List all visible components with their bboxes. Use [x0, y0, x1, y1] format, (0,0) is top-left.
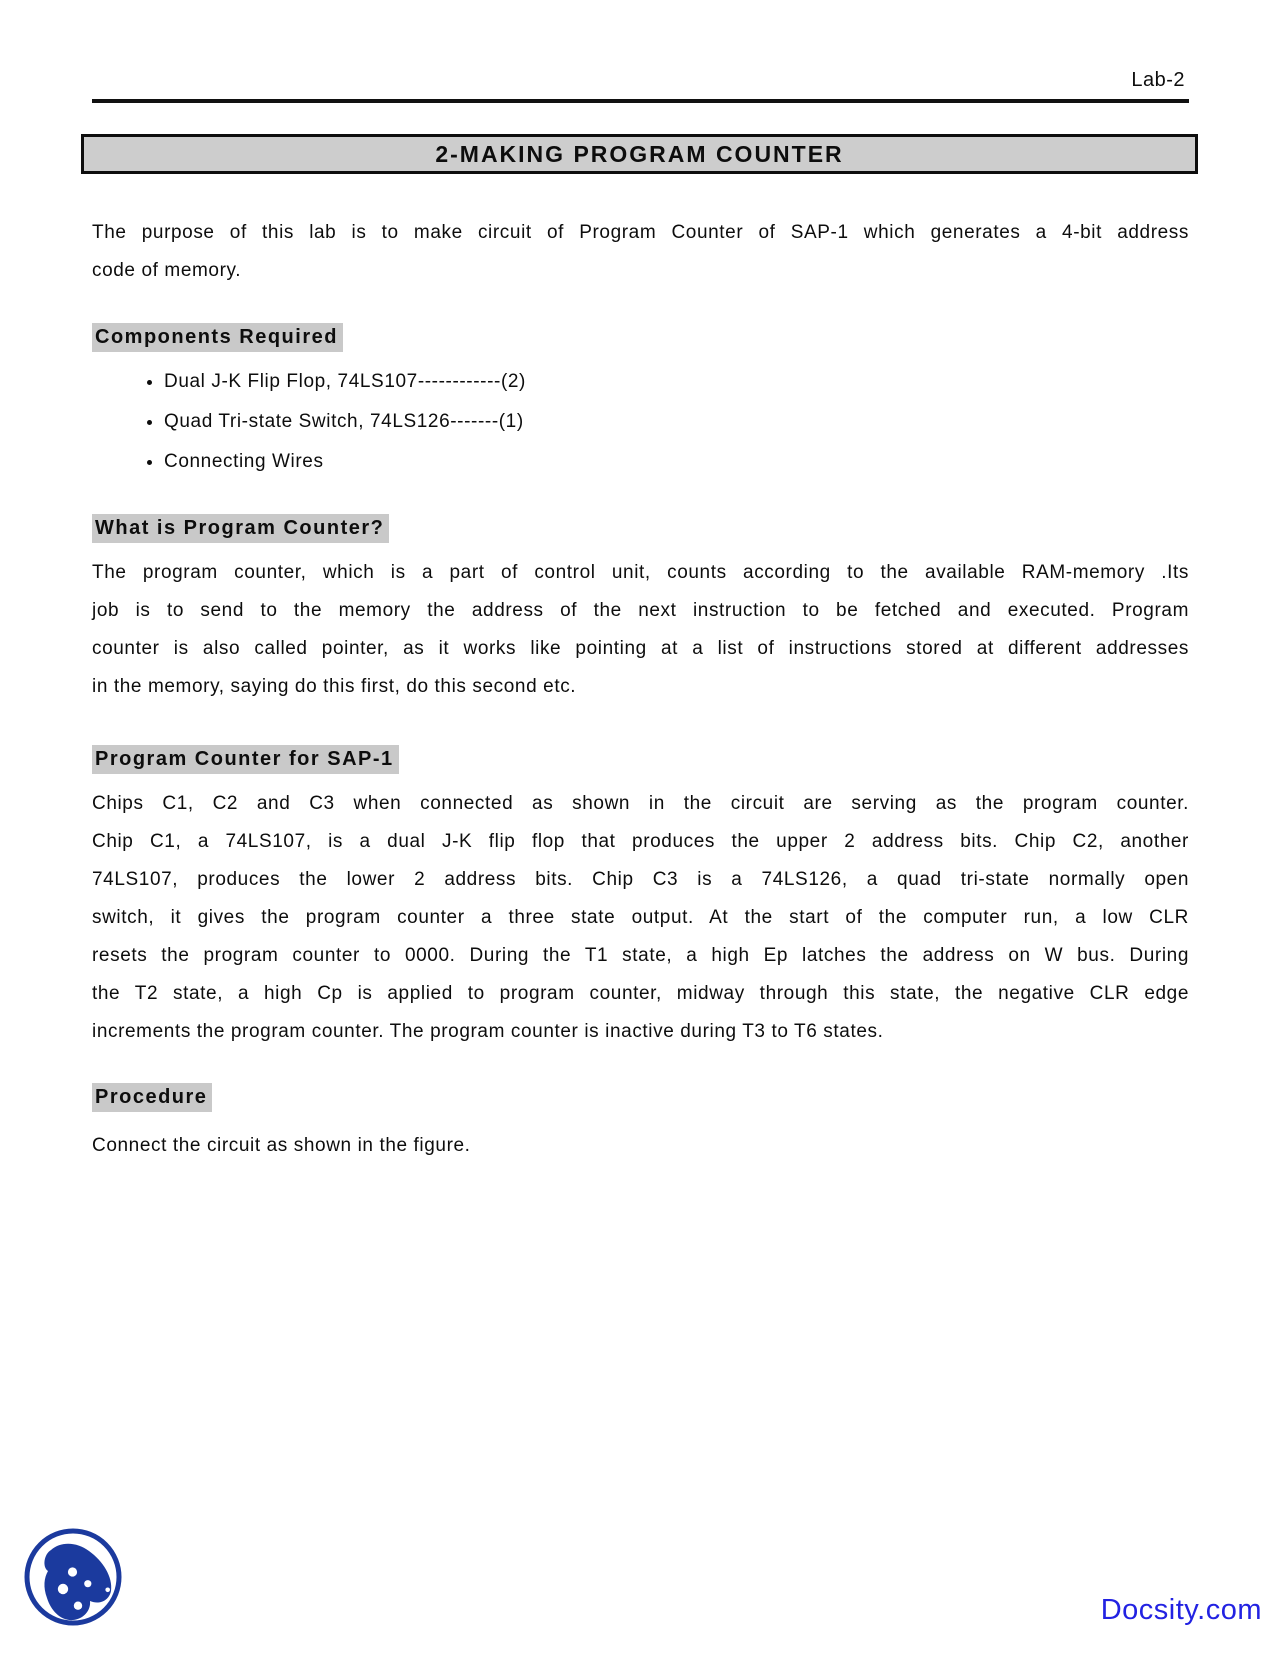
sap1-paragraph — [92, 785, 1189, 1051]
component-item: • Dual J-K Flip Flop, 74LS107------------(2) — [164, 362, 1189, 402]
sap1-line: Chips C1, C2 and C3 when connected as shown in the circuit are serving as the program counter. — [92, 793, 1189, 814]
docsity-logo-icon — [21, 1520, 125, 1632]
procedure-paragraph — [92, 1127, 1189, 1165]
intro-paragraph — [92, 214, 1189, 290]
sap1-line: resets the program counter to 0000. During the T1 state, a high Ep latches the address on W bus. During — [92, 945, 1189, 966]
heading-program-counter-sap1: Program Counter for SAP-1 — [92, 745, 399, 774]
what-is-line: counter is also called pointer, as it works like pointing at a list of instructions stored at different addresses — [92, 638, 1189, 659]
component-item: • Quad Tri-state Switch, 74LS126-------(1) — [164, 402, 1189, 442]
what-is-line: job is to send to the memory the address of the next instruction to be fetched and executed. Program — [92, 600, 1189, 621]
what-is-paragraph — [92, 554, 1189, 706]
intro-line: The purpose of this lab is to make circuit of Program Counter of SAP-1 which generates a 4-bit address — [92, 222, 1189, 243]
sap1-line: Chip C1, a 74LS107, is a dual J-K flip flop that produces the upper 2 address bits. Chip C2, another — [92, 831, 1189, 852]
document-title: 2-MAKING PROGRAM COUNTER — [81, 134, 1198, 174]
sap1-line: switch, it gives the program counter a three state output. At the start of the computer run, a low CLR — [92, 907, 1189, 928]
header-rule — [92, 99, 1189, 103]
sap1-line: the T2 state, a high Cp is applied to program counter, midway through this state, the negative CLR edge — [92, 983, 1189, 1004]
sap1-line: increments the program counter. The program counter is inactive during T3 to T6 states. — [92, 1021, 884, 1042]
what-is-line: in the memory, saying do this first, do this second etc. — [92, 676, 577, 697]
docsity-brand-link[interactable]: Docsity.com — [1100, 1594, 1262, 1626]
procedure-line: Connect the circuit as shown in the figure. — [92, 1135, 471, 1156]
page-content — [92, 0, 1189, 1165]
heading-components-required: Components Required — [92, 323, 343, 352]
sap1-line: 74LS107, produces the lower 2 address bits. Chip C3 is a 74LS126, a quad tri-state normally open — [92, 869, 1189, 890]
what-is-line: The program counter, which is a part of control unit, counts according to the available RAM-memory .Its — [92, 562, 1189, 583]
page-label: Lab-2 — [1131, 69, 1185, 91]
heading-procedure: Procedure — [92, 1083, 212, 1112]
heading-what-is-program-counter: What is Program Counter? — [92, 514, 389, 543]
intro-line: code of memory. — [92, 260, 242, 281]
component-item: • Connecting Wires — [164, 442, 1189, 482]
components-list — [92, 362, 1189, 482]
